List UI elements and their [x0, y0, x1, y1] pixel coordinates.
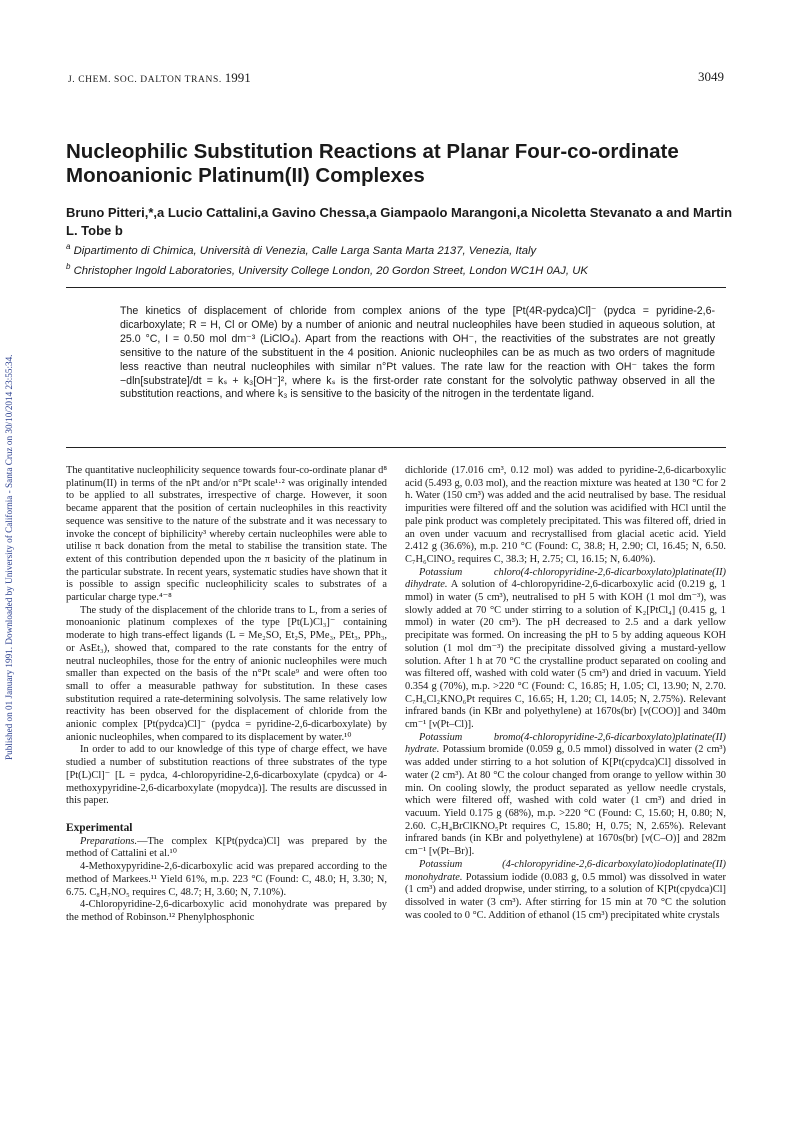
author-list: Bruno Pitteri,*,a Lucio Cattalini,a Gavino Chessa,a Giampaolo Marangoni,a Nicoletta Stevanato a and Martin L. Tobe b — [66, 205, 733, 238]
affiliation-mark: b — [66, 261, 71, 271]
page-number: 3049 — [698, 69, 724, 84]
paragraph-text: Potassium iodide (0.083 g, 0.5 mmol) was dissolved in water (1 cm³) and added dropwise, under stirring, to a solution of K[Pt(cpydca)Cl] dissolved in water (3 cm³). After stirring for 15 min at 70 °C the solution was cooled to 0 °C. Addition of ethanol (15 cm³) precipitated white crystals — [405, 871, 726, 921]
intro-paragraph: The quantitative nucleophilicity sequence towards four-co-ordinate planar d⁸ platinum(II) in terms of the nPt and/or n°Pt scale¹·² was originally intended to be applied to all substrates, irrespective of charge. However, it soon became apparent that the position of certain nucleophiles in this reactivity sequence was sensitive to the nature of the substrate and it was necessary to invoke the concept of biphilicity³ whereby certain nucleophiles were able to utilise π back donation from the metal to stabilise the transition state. The extent of this contribution depended upon the π basicity of the platinum in the particular substrate. In recent years, systematic studies have shown that it is possible to assign specific nucleophilicity scales to substrates of a particular charge type.⁴⁻⁸ — [66, 465, 387, 604]
right-column — [405, 465, 726, 922]
body-paragraph: 4-Methoxypyridine-2,6-dicarboxylic acid was prepared according to the method of Markees.¹¹ Yield 61%, m.p. 223 °C (Found: C, 48.0; H, 3.30; N, 6.75. C₈H₇NO₅ requires C, 48.7; H, 3.60; N, 7.10%). — [66, 861, 387, 898]
affiliation-text: Dipartimento di Chimica, Università di Venezia, Calle Larga Santa Marta 2137, Venezia, Italy — [73, 244, 537, 257]
paragraph-text: —The complex K[Pt(pydca)Cl] was prepared by the method of Cattalini et al.¹⁰ — [66, 835, 387, 860]
section-heading: Experimental — [66, 821, 133, 834]
body-paragraph — [405, 859, 726, 923]
article-title: Nucleophilic Substitution Reactions at Planar Four-co-ordinate Monoanionic Platinum(II) Complexes — [66, 140, 679, 187]
affiliation-text: Christopher Ingold Laboratories, University College London, 20 Gordon Street, London WC1H 0AJ, UK — [73, 264, 588, 277]
affiliation-b — [66, 259, 756, 279]
bottom-divider — [66, 447, 726, 448]
paragraph-text: A solution of 4-chloropyridine-2,6-dicarboxylic acid (0.219 g, 1 mmol) in water (5 cm³), neutralised to pH 5 with KOH (1 mol dm⁻³), was slowly added at 70 °C under stirring to a solution of K₂[PtCl₄] (0.415 g, 1 mmol) in water (20 cm³). The pH decreased to 2.5 and a dark yellow precipitate was formed. On increasing the pH to 5 by adding aqueous KOH solution (1 mol dm⁻³) the precipitate dissolved giving a mustard-yellow solution. After 1 h at 70 °C the crystalline product separated on cooling and was filtered off, washed with cold water (5 cm³) and dried in vacuum. Yield 0.354 g (70%), m.p. >220 °C (Found: C, 16.85; H, 1.05; Cl, 13.90; N, 2.70. C₇H₆Cl₂KNO₆Pt requires C, 16.65; H, 1.20; Cl, 14.05; N, 2.75%). Relevant infrared bands (in KBr and polyethylene) at 1670s(br) [ν(COO)] and 340m cm⁻¹ [ν(Pt–Cl)]. — [405, 579, 726, 731]
journal-name: J. CHEM. SOC. DALTON TRANS. — [68, 75, 222, 85]
affiliation-a — [66, 239, 756, 259]
body-paragraph: dichloride (17.016 cm³, 0.12 mol) was added to pyridine-2,6-dicarboxylic acid (5.493 g, 0.03 mol), and the reaction mixture was heated at 130 °C for 2 h. Water (150 cm³) was added and the acid neutralised by base. The residual impurities were filtered off and the solution was acidified with HCl until the pale pink product was completely precipitated. This was filtered off, dried in an oven under vacuum and recrystallised from glacial acetic acid. Yield 2.412 g (36.6%), m.p. 210 °C (Found: C, 38.8; H, 2.90; Cl, 16.45; N, 6.50. C₇H₆ClNO₅ requires C, 38.3; H, 2.75; Cl, 16.15; N, 6.40%). — [405, 465, 726, 565]
body-paragraph: The study of the displacement of the chloride trans to L, from a series of monoanionic platinum complexes of the type [Pt(L)Cl₃]⁻ containing moderate to high trans-effect ligands (L = Me₂SO, Et₂S, PMe₃, PEt₃, PPh₃, or AsEt₃), showed that, compared to the rate constants for the entry of neutral nucleophiles, those for the entry of anionic nucleophiles were much smaller than expected on the basis of the n°Pt scale⁹ and were often too small to offer a measurable pathway for substitution. In these cases substitution required a rate-determining solvolysis. The same relatively low reactivity has been observed for the displacement of chloride from the anionic complex [Pt(pydca)Cl]⁻ (pydca = pyridine-2,6-dicarboxylate) by anionic nucleophiles, when compared to its displacement by water.¹⁰ — [66, 604, 387, 743]
paragraph-lead: Potassium (4-chloropyridine-2,6-dicarboxylato)iodoplatinate(II) monohydrate. — [405, 858, 726, 883]
paragraph-lead: Potassium bromo(4-chloropyridine-2,6-dicarboxylato)platinate(II) hydrate. — [405, 731, 726, 756]
abstract: The kinetics of displacement of chloride from complex anions of the type [Pt(4R-pydca)Cl]⁻ (pydca = pyridine-2,6-dicarboxylate; R = H, Cl or OMe) by a number of anionic and neutral nucleophiles have been studied in aqueous solution, at 25.0 °C, I = 0.50 mol dm⁻³ (LiClO₄). Apart from the reactions with OH⁻, the reactivities of the substrates are not greatly sensitive to the nature of the substituent in the 4 position. Anionic nucleophiles can be as much as two orders of magnitude less reactive than neutral nucleophiles with similar n°Pt values. The rate law for the reaction with OH⁻ takes the form −dln[substrate]/dt = kₛ + k₃[OH⁻]², where kₛ is the first-order rate constant for the solvolytic pathway observed in all the substitution reactions, and where k₃ is sensitive to the basicity of the nitrogen in the terdentate ligand. — [120, 305, 715, 401]
body-paragraph — [66, 836, 387, 861]
download-notice: Published on 01 January 1991. Downloaded by University of California - Santa Cruz on 30/10/2014 23:55:34. — [4, 354, 14, 760]
body-paragraph: 4-Chloropyridine-2,6-dicarboxylic acid monohydrate was prepared by the method of Robinson.¹² Phenylphosphonic — [66, 899, 387, 923]
affiliations — [66, 239, 756, 279]
paragraph-lead: Potassium chloro(4-chloropyridine-2,6-dicarboxylato)platinate(II) dihydrate. — [405, 566, 726, 591]
running-head — [68, 70, 251, 86]
top-divider — [66, 287, 726, 288]
paragraph-lead: Preparations. — [80, 835, 138, 847]
left-column — [66, 465, 387, 925]
body-paragraph: In order to add to our knowledge of this type of charge effect, we have studied a number of substitution reactions of three substrates of the type [Pt(L)Cl]⁻ [L = pydca, 4-chloropyridine-2,6-dicarboxylate (cpydca) or 4-methoxypyridine-2,6-dicarboxylate (mopydca)]. The results are discussed in this paper. — [66, 744, 387, 807]
journal-year: 1991 — [224, 70, 251, 85]
body-paragraph — [405, 567, 726, 732]
affiliation-mark: a — [66, 242, 71, 251]
paragraph-text: Potassium bromide (0.059 g, 0.5 mmol) dissolved in water (2 cm³) was added under stirring to a hot solution of K[Pt(cpydca)Cl] dissolved in water (2 cm³). At 80 °C the colour changed from orange to yellow within 30 min. On cooling slowly, the product separated as yellow needle crystals, which were filtered off, washed with cold water (1 cm³) and dried in vacuum. Yield 0.175 g (68%), m.p. >220 °C (Found: C, 15.60; H, 0.80; N, 2.60. C₇H₄BrClKNO₅Pt requires C, 15.80; H, 0.75; N, 2.65%). Relevant infrared bands (in KBr and polyethylene) at 1670s(br) [ν(C–O)] and 282m cm⁻¹ [ν(Pt–Br)]. — [405, 744, 726, 858]
body-paragraph — [405, 732, 726, 859]
